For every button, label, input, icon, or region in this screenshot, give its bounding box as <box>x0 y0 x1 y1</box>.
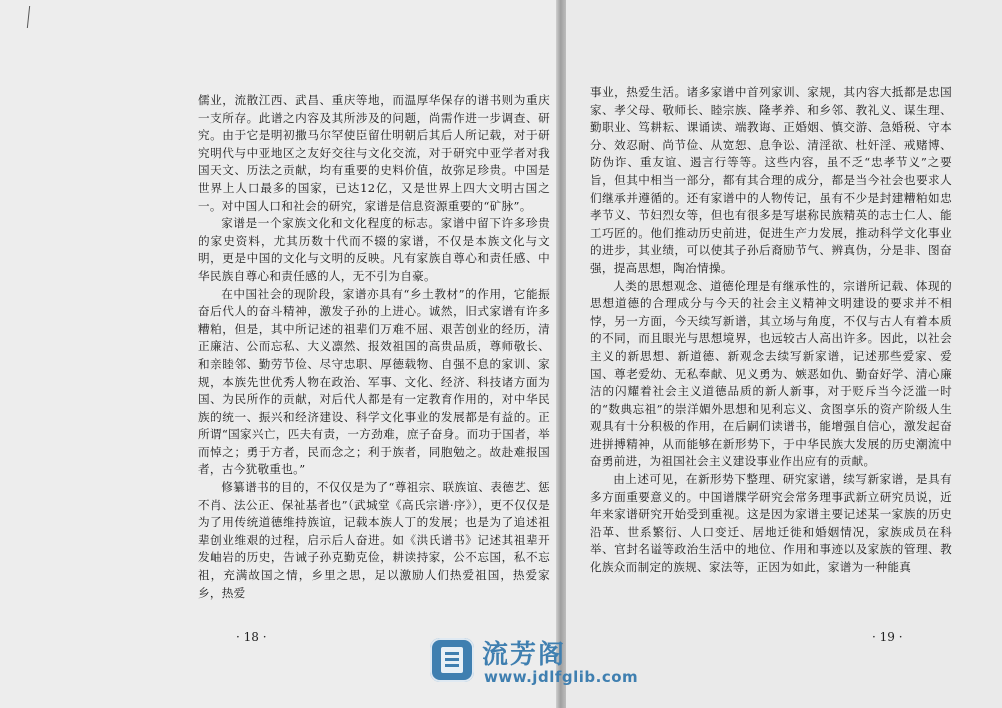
paragraph: 儒业，流散江西、武昌、重庆等地，而温厚华保存的谱书则为重庆一支所存。此谱之内容及其所涉及的问题，尚需作进一步调查、研究。由于它是明初撒马尔罕使臣留仕明朝后其后人所记载，对于研究明代与中亚地区之友好交往与文化交流，对于研究中亚学者对我国天文、历法之贡献，均有重要的史料价值，故弥足珍贵。中国是世界上人口最多的国家，已达12亿，又是世界上四大文明古国之一。对中国人口和社会的研究，家谱是信息资源重要的“矿脉”。 <box>198 93 550 213</box>
paragraph: 修纂谱书的目的，不仅仅是为了“尊祖宗、联族谊、表德艺、惩不肖、法公正、保祉基者也”（武城堂《高氏宗谱·序》），更不仅仅是为了用传统道德维持族谊，记载本族人丁的发展；也是为了追述祖辈创业维艰的过程，启示后人奋进。如《洪氏谱书》记述其祖辈开发岫岩的历史，告诫子孙克勤克俭，耕读持家，公不忘国，私不忘祖，充满故国之情，乡里之思，足以激励人们热爱祖国，热爱家乡，热爱 <box>198 480 550 600</box>
watermark <box>430 632 639 692</box>
page-number-right: · 19 · <box>872 630 903 644</box>
paragraph: 由上述可见，在新形势下整理、研究家谱，续写新家谱，是具有多方面重要意义的。中国谱牒学研究会常务理事武新立研究员说，近年来家谱研究开始受到重视。这是因为家谱主要记述某一家族的历史沿革、世系繁衍、人口变迁、居地迁徙和婚姻情况，家族成员在科举、官封名谥等政治生活中的地位、作用和事迹以及家族的管理、教化族众而制定的族规、家法等，正因为如此，家谱为一种能真 <box>590 472 952 575</box>
pencil-mark-icon <box>27 6 44 28</box>
page-number-left: · 18 · <box>236 630 267 644</box>
book-logo-icon <box>430 638 474 682</box>
paragraph: 在中国社会的现阶段，家谱亦具有“乡土教材”的作用，它能振奋后代人的奋斗精神，激发子孙的上进心。诚然，旧式家谱有许多糟粕，但是，其中所记述的祖辈们万难不屈、艰苦创业的经历，清正廉洁、公而忘私、大义凛然、报效祖国的高贵品质，尊师敬长、和亲睦邻、勤劳节俭、尽守忠职、厚德载物、自强不息的家训、家规，本族先世优秀人物在政治、军事、文化、经济、科技诸方面为国、为民所作的贡献，对后代人都是有一定教育作用的，对中华民族的统一、振兴和经济建设、科学文化事业的发展都是有益的。正所谓“国家兴亡，匹夫有责，一方劲难，庶子奋身。而功于国者，举而悼之；勇于方者，民而念之；利于族者，同胞勉之。故赴难报国者，古今犹敬重也。” <box>198 286 550 477</box>
watermark-url: www.jdlfglib.com <box>484 668 639 686</box>
paragraph: 事业，热爱生活。诸多家谱中首列家训、家规，其内容大抵都是忠国家、孝父母、敬师长、睦宗族、隆孝养、和乡邻、教礼义、谋生理、勤职业、笃耕耘、课诵读、端教诲、正婚姻、慎交游、急婚税、守本分、效忍耐、尚节俭、从宽恕、息争讼、清淫欲、杜奸淫、戒赌博、防伪诈、重友谊、遏言行等等。这些内容，虽不乏“忠孝节义”之要旨，但其中相当一部分，都有其合理的成分，都是当今社会也要求人们继承并遵循的。还有家谱中的人物传记，虽有不少是封建糟粕如忠孝节义、节妇烈女等，但也有很多是写堪称民族精英的志士仁人、能工巧匠的。他们推动历史前进，促进生产力发展，推动科学文化事业的进步，其业绩，可以使其子孙后裔励节气、辨真伪，分是非、图奋强，提高思想，陶冶情操。 <box>590 85 952 275</box>
watermark-title: 流芳阁 <box>482 640 567 670</box>
paragraph: 人类的思想观念、道德伦理是有继承性的，宗谱所记载、体现的思想道德的合理成分与今天的社会主义精神文明建设的要求并不相悖，另一方面，今天续写新谱，其立场与角度，不仅与古人有着本质的不同，而且眼光与思想境界，也远较古人高出许多。因此，以社会主义的新思想、新道德、新观念去续写新家谱，记述那些爱家、爱国、尊老爱幼、无私奉献、见义勇为、嫉恶如仇、勤奋好学、清心廉洁的闪耀着社会主义道德品质的新人新事，对于贬斥当今泛滥一时的“数典忘祖”的崇洋媚外思想和见利忘义、贪图享乐的资产阶级人生观具有十分积极的作用，在后嗣们读谱书，能增强自信心，激发起奋进拼搏精神，从而能够在新形势下，于中华民族大发展的历史潮流中奋勇前进，为祖国社会主义建设事业作出应有的贡献。 <box>590 278 952 469</box>
book-gutter <box>556 0 566 708</box>
paragraph: 家谱是一个家族文化和文化程度的标志。家谱中留下许多珍贵的家史资料，尤其历数十代而不辍的家谱，不仅是本族文化与文明，更是中国的文化与文明的反映。凡有家族自尊心和责任感、中华民族自尊心和责任感的人，无不引为自豪。 <box>198 216 550 283</box>
right-page-text <box>590 84 952 577</box>
left-page-text <box>198 92 550 602</box>
